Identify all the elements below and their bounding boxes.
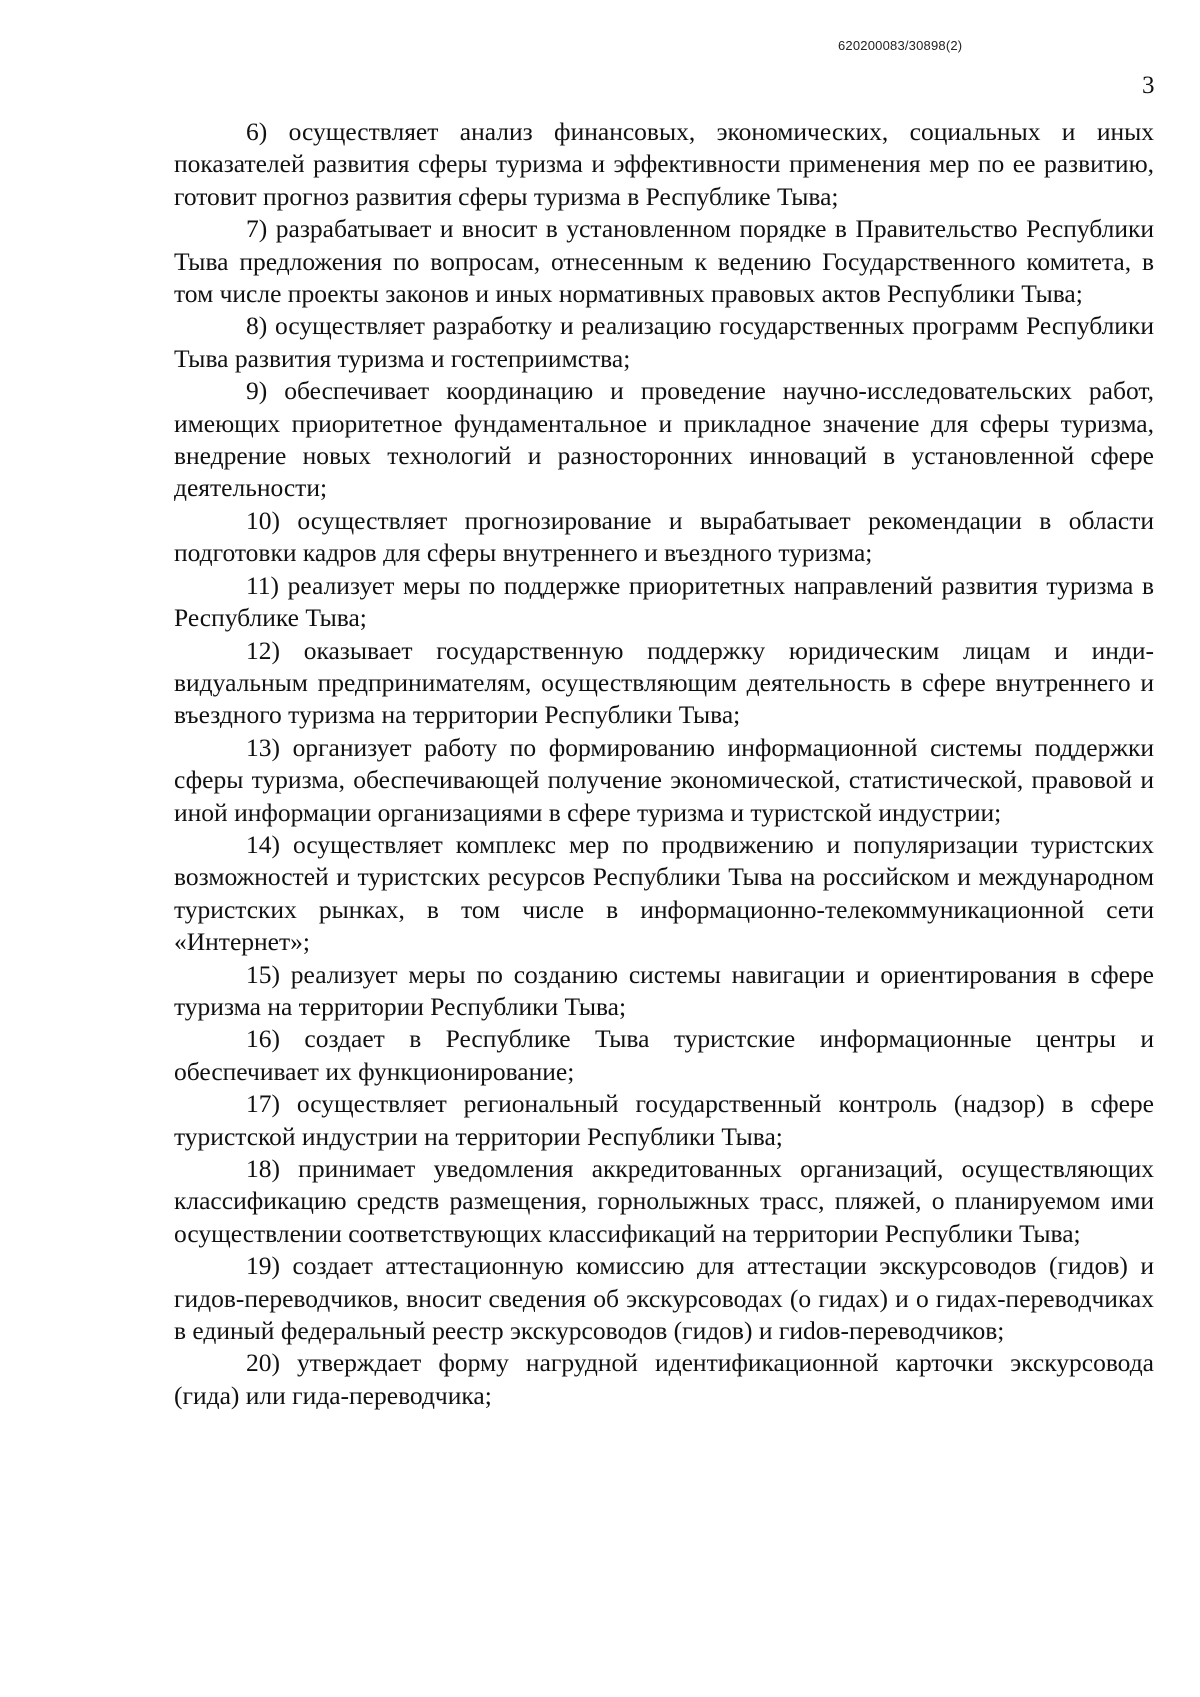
paragraph-item-17: 17) осуществляет региональный государственный контроль (надзор) в сфере туристской индустрии на территории Республики Тыва; (174, 1089, 1154, 1151)
paragraph-item-11: 11) реализует меры по поддержке приоритетных направлений развития туризма в Республике Тыва; (174, 570, 1154, 633)
paragraph-item-8: 8) осуществляет разработку и реализацию государственных программ Республики Тыва развития туризма и гостеприимства; (174, 311, 1154, 373)
paragraph-item-9: 9) обеспечивает координацию и проведение научно-исследовательских работ, имеющих приоритетное фундаментальное и прикладное значение для сферы туризма, внедрение новых технологий и разносторонних инноваций в установленной сфере деятельности; (174, 376, 1154, 503)
paragraph-item-14: 14) осуществляет комплекс мер по продвижению и популяризации туристских возможностей и туристских ресурсов Республики Тыва на российском и международном туристских рынках, в том числе в информационно-телекоммуникационной сети «Интернет»; (174, 829, 1154, 957)
document-id: 620200083/30898(2) (838, 38, 963, 53)
paragraph-item-12: 12) оказывает государственную поддержку юридическим лицам и индивидуальным предпринимателям, осуществляющим деятельность в сфере внутреннего и въездного туризма на территории Республики Тыва; (174, 635, 1154, 730)
paragraph-item-16: 16) создает в Республике Тыва туристские информационные центры и обеспечивает их функционирование; (174, 1024, 1154, 1086)
paragraph-item-6: 6) осуществляет анализ финансовых, экономических, социальных и иных показателей развития сферы туризма и эффективности применения мер по ее развитию, готовит прогноз развития сферы туризма в Республике Тыва; (174, 117, 1154, 211)
paragraph-item-13: 13) организует работу по формированию информационной системы поддержки сферы туризма, обеспечивающей получение экономической, статистической, правовой и иной информации организациями в сфере туризма и туристской индустрии; (174, 732, 1154, 827)
paragraph-item-15: 15) реализует меры по созданию системы навигации и ориентирования в сфере туризма на территории Республики Тыва; (174, 959, 1154, 1021)
paragraph-item-18: 18) принимает уведомления аккредитованных организаций, осуществляющих классификацию средств размещения, горнолыжных трасс, пляжей, о планируемом ими осуществлении соответствующих классификаций на территории Республики Тыва; (174, 1154, 1154, 1248)
document-body (174, 116, 1154, 1412)
paragraph-item-7: 7) разрабатывает и вносит в установленном порядке в Правительство Республики Тыва предложения по вопросам, отнесенным к ведению Государственного комитета, в том числе проекты законов и иных нормативных правовых актов Республики Тыва; (174, 214, 1154, 309)
page-number: 3 (1142, 72, 1155, 99)
paragraph-item-10: 10) осуществляет прогнозирование и вырабатывает рекомендации в области подготовки кадров для сферы внутреннего и въездного туризма; (174, 505, 1154, 568)
paragraph-item-19: 19) создает аттестационную комиссию для аттестации экскурсоводов (гидов) и гидов-переводчиков, вносит сведения об экскурсоводах (о гидах) и о гидах-переводчиках в единый федеральный реестр экскурсоводов (гидов) и гиdов-переводчиков; (174, 1251, 1154, 1346)
paragraph-item-20: 20) утверждает форму нагрудной идентификационной карточки экскурсовода (гида) или гида-переводчика; (174, 1348, 1154, 1410)
